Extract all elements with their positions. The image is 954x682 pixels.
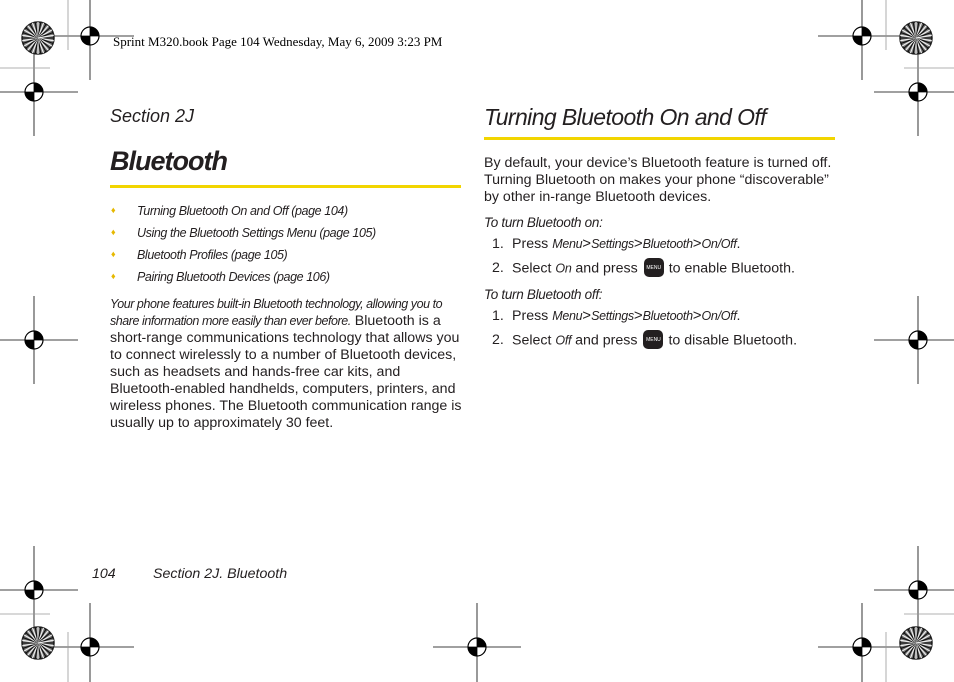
registration-mark-icon bbox=[874, 296, 954, 384]
subsection-title: Turning Bluetooth On and Off bbox=[484, 104, 766, 130]
procedure-heading-on: To turn Bluetooth on: bbox=[484, 215, 603, 230]
toc-item[interactable]: ♦ Bluetooth Profiles (page 105) bbox=[111, 248, 288, 262]
registration-mark-icon bbox=[433, 603, 521, 682]
subsection-body bbox=[484, 155, 836, 358]
starburst-target-icon bbox=[22, 22, 54, 54]
registration-mark-icon bbox=[0, 48, 78, 136]
title-rule bbox=[110, 185, 461, 188]
intro-paragraph bbox=[110, 296, 462, 432]
menu-ok-key-icon: MENU OK bbox=[643, 330, 663, 349]
toc-list bbox=[110, 204, 460, 292]
starburst-target-icon bbox=[22, 627, 54, 659]
intro-body: Bluetooth is a short-range communications technology that allows you to connect wirelessly to a number of Bluetooth devices, such as headsets and hands-free car kits, and Bluetooth-enabled handhelds, computers, printers, and wireless phones. The Bluetooth communication range is usually up to approximately 30 feet. bbox=[110, 313, 462, 431]
procedure-heading-off: To turn Bluetooth off: bbox=[484, 287, 603, 302]
step-off-2: 2. Select Off and press MENU OK to disable Bluetooth. bbox=[484, 331, 836, 350]
section-label: Section 2J bbox=[110, 106, 195, 126]
toc-item[interactable]: ♦ Turning Bluetooth On and Off (page 104) bbox=[111, 204, 348, 218]
registration-mark-icon bbox=[874, 48, 954, 136]
diamond-bullet-icon: ♦ bbox=[111, 271, 116, 281]
registration-mark-icon bbox=[0, 546, 78, 634]
menu-ok-key-icon: MENU OK bbox=[644, 258, 664, 277]
step-on-1: 1. Press Menu>Settings>Bluetooth>On/Off. bbox=[492, 235, 741, 252]
subsection-rule bbox=[484, 137, 835, 140]
intro-lead: Your phone features built-in Bluetooth technology, allowing you to share information more easily than ever before. bbox=[110, 297, 443, 328]
toc-item[interactable]: ♦ Using the Bluetooth Settings Menu (page 105) bbox=[111, 226, 376, 240]
print-header: Sprint M320.book Page 104 Wednesday, May 6, 2009 3:23 PM bbox=[113, 34, 443, 49]
registration-mark-icon bbox=[818, 603, 906, 682]
registration-mark-icon bbox=[818, 0, 906, 80]
diamond-bullet-icon: ♦ bbox=[111, 205, 116, 215]
starburst-target-icon bbox=[900, 627, 932, 659]
diamond-bullet-icon: ♦ bbox=[111, 227, 116, 237]
starburst-target-icon bbox=[900, 22, 932, 54]
step-off-1: 1. Press Menu>Settings>Bluetooth>On/Off. bbox=[492, 307, 741, 324]
footer-section: Section 2J. Bluetooth bbox=[153, 566, 288, 582]
registration-mark-icon bbox=[0, 296, 78, 384]
registration-mark-icon bbox=[46, 603, 134, 682]
step-on-2: 2. Select On and press MENU OK to enable Bluetooth. bbox=[484, 259, 836, 278]
diamond-bullet-icon: ♦ bbox=[111, 249, 116, 259]
registration-mark-icon bbox=[874, 546, 954, 634]
toc-item[interactable]: ♦ Pairing Bluetooth Devices (page 106) bbox=[111, 270, 330, 284]
chapter-title: Bluetooth bbox=[110, 146, 227, 176]
page-number: 104 bbox=[92, 566, 116, 582]
subsection-paragraph: By default, your device’s Bluetooth feature is turned off. Turning Bluetooth on makes your phone “discoverable” by other in-range Bluetooth devices. bbox=[484, 155, 832, 205]
